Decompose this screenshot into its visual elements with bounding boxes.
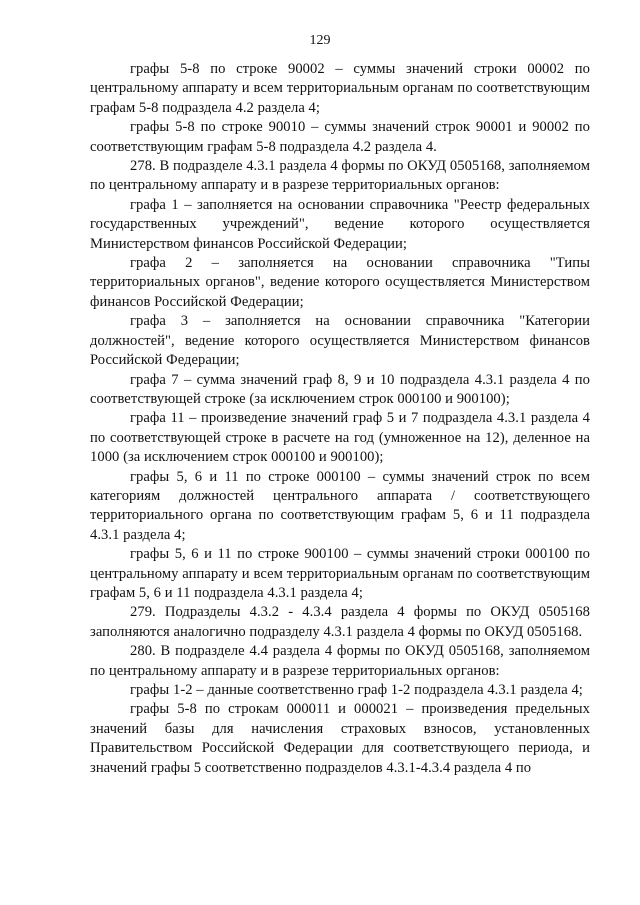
- paragraph: графа 2 – заполняется на основании справочника "Типы территориальных органов", ведение которого осуществляется Министерством финансов Российской Федерации;: [90, 255, 590, 310]
- paragraph: графы 5-8 по строке 90010 – суммы значений строк 90001 и 90002 по соответствующим графам 5-8 подраздела 4.2 раздела 4.: [90, 119, 590, 155]
- paragraph: графы 5-8 по строкам 000011 и 000021 – произведения предельных значений базы для начисления страховых взносов, установленных Правительством Российской Федерации для соответствующего периода, и значений графы 5 соответственно подразделов 4.3.1-4.3.4 раздела 4 по: [90, 701, 590, 776]
- paragraph: графа 1 – заполняется на основании справочника "Реестр федеральных государственных учреждений", ведение которого осуществляется Министерством финансов Российской Федерации;: [90, 196, 590, 252]
- document-body: [90, 60, 590, 778]
- paragraph: графы 5-8 по строке 90002 – суммы значений строки 00002 по центральному аппарату и всем территориальным органам по соответствующим графам 5-8 подраздела 4.2 раздела 4;: [90, 61, 590, 116]
- paragraph: графы 1-2 – данные соответственно граф 1-2 подраздела 4.3.1 раздела 4;: [130, 682, 583, 698]
- paragraph: графа 7 – сумма значений граф 8, 9 и 10 подраздела 4.3.1 раздела 4 по соответствующей строке (за исключением строк 000100 и 900100);: [90, 371, 590, 407]
- paragraph: графа 11 – произведение значений граф 5 и 7 подраздела 4.3.1 раздела 4 по соответствующей строке в расчете на год (умноженное на 12), деленное на 1000 (за исключением строк 000100 и 900100);: [90, 410, 590, 466]
- paragraph: графы 5, 6 и 11 по строке 900100 – суммы значений строки 000100 по центральному аппарату и всем территориальным органам по соответствующим графам 5, 6 и 11 подраздела 4.3.1 раздела 4;: [90, 546, 590, 601]
- paragraph: графы 5, 6 и 11 по строке 000100 – суммы значений строк по всем категориям должностей центрального аппарата / соответствующего территориального органа по соответствующим графам 5, 6 и 11 подраздела 4.3.1 раздела 4;: [90, 468, 590, 543]
- paragraph: 279. Подразделы 4.3.2 - 4.3.4 раздела 4 формы по ОКУД 0505168 заполняются аналогично подразделу 4.3.1 раздела 4 формы по ОКУД 0505168.: [90, 604, 590, 640]
- paragraph: 280. В подразделе 4.4 раздела 4 формы по ОКУД 0505168, заполняемом по центральному аппарату и в разрезе территориальных органов:: [90, 643, 590, 679]
- page-number: 129: [309, 33, 331, 48]
- paragraph: графа 3 – заполняется на основании справочника "Категории должностей", ведение которого осуществляется Министерством финансов Российской Федерации;: [90, 313, 590, 369]
- paragraph: 278. В подразделе 4.3.1 раздела 4 формы по ОКУД 0505168, заполняемом по центральному аппарату и в разрезе территориальных органов:: [90, 158, 590, 194]
